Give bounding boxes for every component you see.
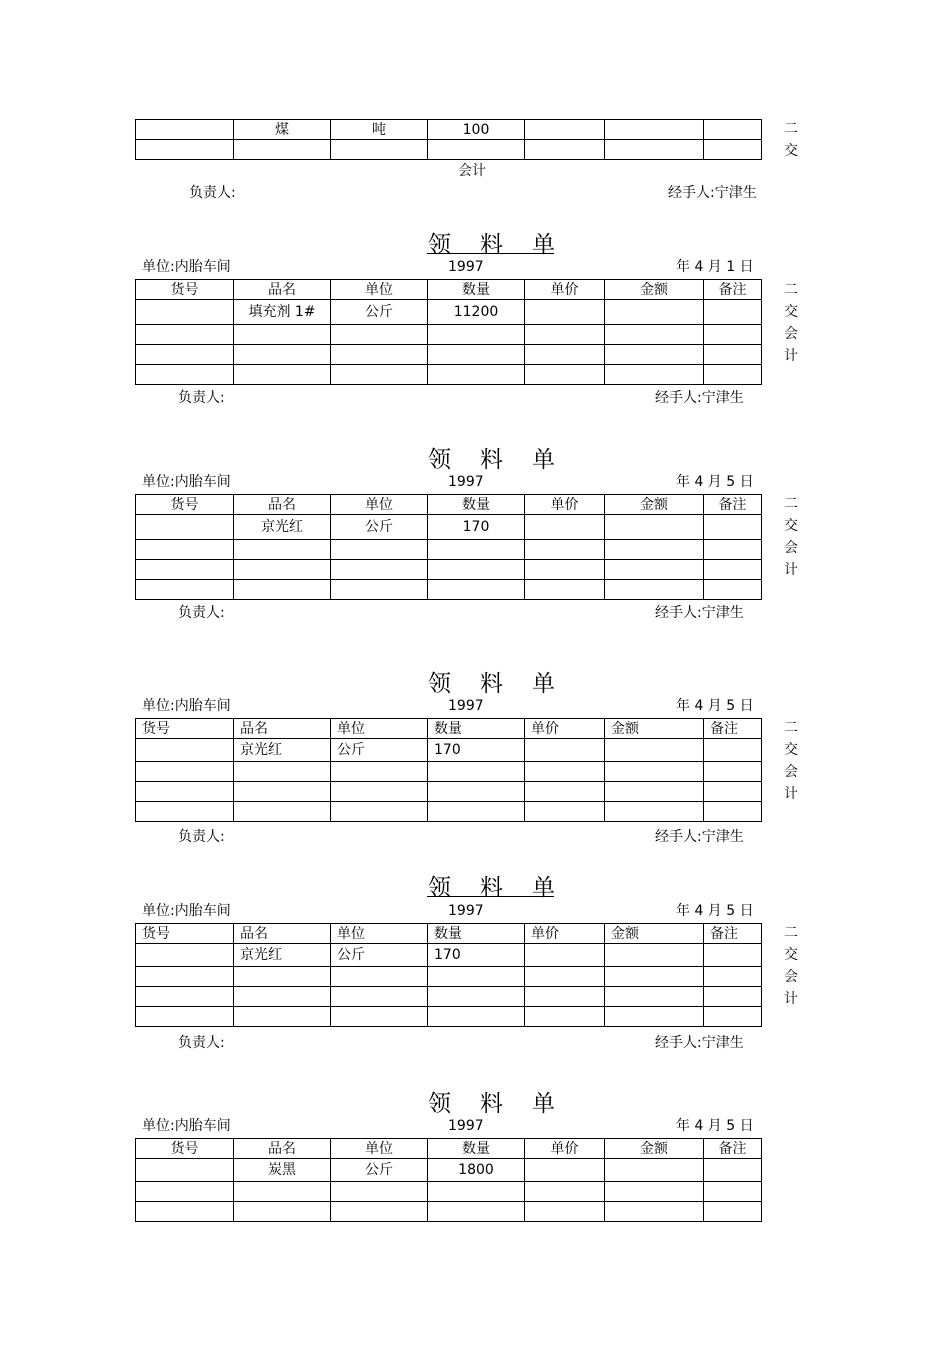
- side-note: 二 交 会 计: [784, 925, 798, 1007]
- table-header-row: 货号 品名 单位 数量 单价 金额 备注: [136, 1139, 762, 1159]
- handler-label: 经手人:宁津生: [655, 1035, 744, 1051]
- form-title: 领 料 单: [428, 1091, 555, 1117]
- table-row: [136, 1182, 762, 1202]
- table-row: [136, 540, 762, 560]
- cell-remark: [704, 120, 762, 140]
- table-row: [136, 1007, 762, 1027]
- responsible-label: 负责人:: [189, 185, 236, 201]
- table-row: [136, 120, 762, 140]
- table-row: [136, 365, 762, 385]
- table-row: [136, 1202, 762, 1222]
- dept-label: 单位:内胎车间: [142, 903, 231, 919]
- dept-label: 单位:内胎车间: [142, 474, 231, 490]
- table-row: [136, 802, 762, 822]
- title-underline: [427, 253, 554, 254]
- side-note: 二 交 会 计: [784, 496, 798, 578]
- center-note: 会计: [458, 163, 486, 179]
- form-title: 领 料 单: [428, 232, 555, 258]
- table-row: 填充剂 1# 公斤 11200: [136, 300, 762, 325]
- year-label: 1997: [448, 698, 484, 714]
- table-header-row: 货号 品名 单位 数量 单价 金额 备注: [136, 924, 762, 944]
- table-header-row: 货号 品名 单位 数量 单价 金额 备注: [136, 719, 762, 739]
- table-row: 京光红 公斤 170: [136, 515, 762, 540]
- date-label: 年 4 月 5 日: [676, 903, 754, 919]
- table-row: [136, 782, 762, 802]
- requisition-table: [135, 1138, 762, 1222]
- table-row: [136, 140, 762, 160]
- table-row: [136, 987, 762, 1007]
- table-row: [136, 580, 762, 600]
- table-row: [136, 560, 762, 580]
- year-label: 1997: [448, 474, 484, 490]
- form-title: 领 料 单: [428, 447, 555, 473]
- year-label: 1997: [448, 903, 484, 919]
- requisition-table: [135, 494, 762, 600]
- year-label: 1997: [448, 259, 484, 275]
- cell-item-name: 煤: [234, 120, 331, 140]
- requisition-table: [135, 923, 762, 1027]
- cell-quantity: 100: [428, 120, 525, 140]
- table-header-row: 货号 品名 单位 数量 单价 金额 备注: [136, 495, 762, 515]
- dept-label: 单位:内胎车间: [142, 259, 231, 275]
- table-row: 京光红 公斤 170: [136, 739, 762, 762]
- form-title: 领 料 单: [428, 875, 555, 901]
- handler-label: 经手人:宁津生: [668, 185, 757, 201]
- responsible-label: 负责人:: [178, 829, 225, 845]
- year-label: 1997: [448, 1118, 484, 1134]
- date-label: 年 4 月 5 日: [676, 474, 754, 490]
- dept-label: 单位:内胎车间: [142, 1118, 231, 1134]
- handler-label: 经手人:宁津生: [655, 829, 744, 845]
- side-note: 二 交 会 计: [784, 720, 798, 802]
- form-title: 领 料 单: [428, 671, 555, 697]
- dept-label: 单位:内胎车间: [142, 698, 231, 714]
- side-note: 二 交 会 计: [784, 282, 798, 364]
- table-row: 京光红 公斤 170: [136, 944, 762, 967]
- handler-label: 经手人:宁津生: [655, 390, 744, 406]
- table-row: [136, 762, 762, 782]
- responsible-label: 负责人:: [178, 390, 225, 406]
- side-note: 二 交: [784, 121, 798, 159]
- table-row: [136, 967, 762, 987]
- date-label: 年 4 月 5 日: [676, 1118, 754, 1134]
- date-label: 年 4 月 5 日: [676, 698, 754, 714]
- requisition-table: [135, 718, 762, 822]
- title-underline: [427, 896, 554, 897]
- table-row: 炭黑 公斤 1800: [136, 1159, 762, 1182]
- cell-unit-price: [525, 120, 605, 140]
- responsible-label: 负责人:: [178, 1035, 225, 1051]
- top-partial-table: [135, 119, 762, 160]
- table-row: [136, 325, 762, 345]
- cell-unit: 吨: [331, 120, 428, 140]
- table-header-row: 货号 品名 单位 数量 单价 金额 备注: [136, 280, 762, 300]
- table-row: [136, 345, 762, 365]
- cell-item-code: [136, 120, 234, 140]
- handler-label: 经手人:宁津生: [655, 605, 744, 621]
- cell-amount: [605, 120, 704, 140]
- requisition-table: [135, 279, 762, 385]
- responsible-label: 负责人:: [178, 605, 225, 621]
- date-label: 年 4 月 1 日: [676, 259, 754, 275]
